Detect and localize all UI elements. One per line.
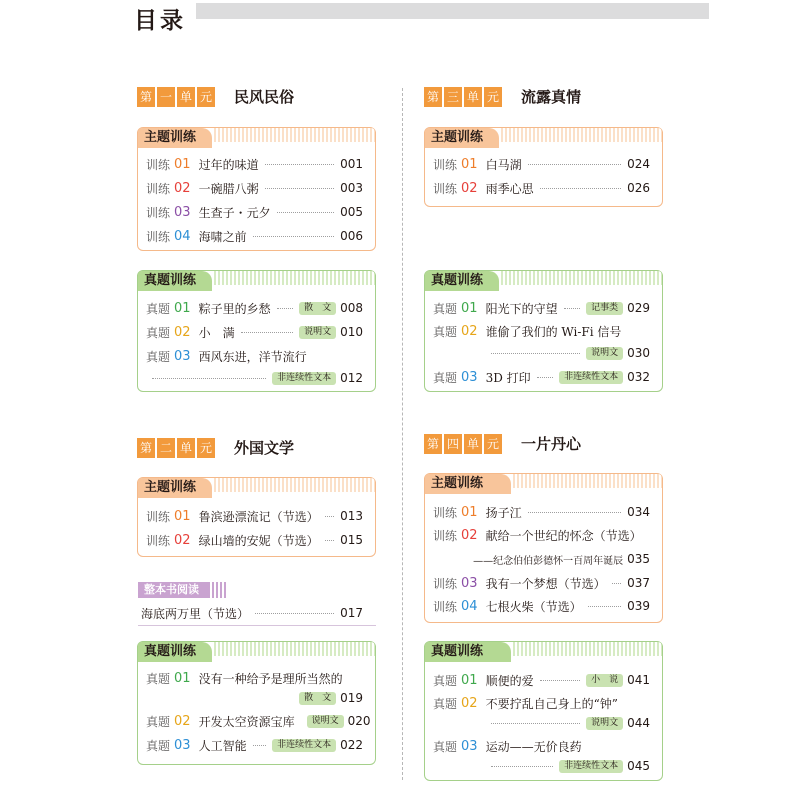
genre-badge: 说明文	[307, 715, 344, 728]
unit-char: 元	[484, 87, 502, 107]
item-title: 我有一个梦想（节选）	[485, 576, 606, 591]
item-label: 真题	[146, 301, 171, 316]
item-title: 不要拧乱自己身上的“钟”	[485, 696, 618, 711]
toc-item[interactable]	[146, 669, 363, 687]
toc-item[interactable]	[146, 203, 363, 221]
u3-theme-box	[424, 127, 663, 207]
toc-item[interactable]	[433, 574, 650, 592]
item-subtitle: ——纪念伯伯彭德怀一百周年诞辰	[473, 555, 624, 567]
item-number: 01	[174, 508, 191, 524]
section-tab: 真题训练	[425, 271, 499, 291]
item-label: 训练	[433, 599, 458, 614]
unit-1-heading	[137, 86, 294, 107]
item-label: 真题	[146, 671, 171, 686]
unit-name: 外国文学	[234, 439, 295, 457]
tab-stripe	[208, 582, 226, 598]
item-page: 022	[340, 738, 363, 752]
item-label: 训练	[146, 181, 171, 196]
unit-char: 元	[197, 87, 215, 107]
item-title: 过年的味道	[198, 157, 259, 172]
item-title: 谁偷了我们的 Wi-Fi 信号	[485, 324, 622, 339]
item-label: 训练	[433, 576, 458, 591]
leader-dots	[491, 353, 580, 354]
item-number: 01	[174, 156, 191, 172]
item-title: 小 满	[198, 325, 235, 340]
toc-item[interactable]	[146, 736, 363, 754]
item-label: 训练	[433, 157, 458, 172]
item-number: 01	[174, 670, 191, 686]
item-title: 3D 打印	[485, 370, 531, 385]
item-number: 02	[174, 713, 191, 729]
item-number: 03	[461, 738, 478, 754]
column-divider	[402, 88, 403, 780]
tab-stripe	[501, 271, 662, 285]
toc-item[interactable]	[433, 597, 650, 615]
item-number: 04	[461, 598, 478, 614]
item-label: 真题	[433, 739, 458, 754]
item-title: 生查子・元夕	[198, 205, 271, 220]
item-title: 一碗腊八粥	[198, 181, 259, 196]
item-title: 西风东进，洋节流行	[198, 349, 307, 364]
leader-dots	[491, 723, 580, 724]
item-number: 02	[174, 324, 191, 340]
leader-dots	[277, 212, 335, 213]
whole-book-tab: 整本书阅读	[138, 582, 208, 598]
toc-item[interactable]	[433, 322, 650, 340]
toc-item[interactable]	[433, 155, 650, 173]
leader-dots	[265, 164, 335, 165]
toc-item[interactable]	[146, 299, 363, 317]
unit-char: 第	[137, 438, 155, 458]
item-label: 训练	[146, 229, 171, 244]
leader-dots	[564, 308, 581, 309]
toc-item[interactable]	[146, 531, 363, 549]
leader-dots	[241, 332, 294, 333]
title-bar	[196, 3, 709, 19]
genre-badge: 非连续性文本	[272, 739, 336, 752]
item-number: 01	[461, 156, 478, 172]
toc-item[interactable]	[146, 712, 371, 730]
item-page: 044	[627, 716, 650, 730]
genre-badge: 说明文	[586, 717, 623, 730]
leader-dots	[253, 236, 335, 237]
unit-name: 民风民俗	[234, 88, 295, 106]
item-label: 真题	[433, 324, 458, 339]
item-title: 顺便的爱	[485, 673, 534, 688]
toc-item-continuation[interactable]	[485, 757, 650, 775]
section-tab: 真题训练	[138, 271, 212, 291]
unit-name: 一片丹心	[521, 435, 582, 453]
item-label: 训练	[146, 509, 171, 524]
toc-item-continuation[interactable]	[485, 344, 650, 362]
item-number: 02	[174, 532, 191, 548]
item-number: 01	[461, 300, 478, 316]
section-tab: 主题训练	[138, 128, 212, 148]
leader-dots	[540, 680, 581, 681]
item-title: 扬子江	[485, 505, 522, 520]
toc-item-continuation[interactable]	[433, 550, 650, 568]
item-page: 029	[627, 301, 650, 315]
leader-dots	[537, 377, 553, 378]
item-page: 020	[347, 714, 371, 728]
item-number: 03	[174, 204, 191, 220]
item-number: 03	[461, 369, 478, 385]
item-title: 粽子里的乡愁	[198, 301, 271, 316]
item-label: 真题	[433, 301, 458, 316]
leader-dots	[277, 308, 294, 309]
item-page: 026	[627, 181, 650, 195]
item-page: 010	[340, 325, 363, 339]
unit-3-heading	[424, 86, 581, 107]
item-number: 02	[461, 180, 478, 196]
item-page: 034	[627, 505, 650, 519]
item-title: 绿山墙的安妮（节选）	[198, 533, 319, 548]
item-page: 039	[627, 599, 650, 613]
unit-char: 单	[177, 87, 195, 107]
u3-real-box	[424, 270, 663, 392]
unit-char: 四	[444, 434, 462, 454]
tab-stripe	[214, 642, 375, 656]
toc-item[interactable]	[433, 179, 650, 197]
toc-item[interactable]	[146, 155, 363, 173]
leader-dots	[612, 583, 622, 584]
item-page: 037	[627, 576, 650, 590]
item-label: 训练	[433, 528, 458, 543]
item-page: 006	[340, 229, 363, 243]
toc-item[interactable]	[146, 507, 363, 525]
u4-theme-box	[424, 473, 663, 623]
unit-char: 二	[157, 438, 175, 458]
item-label: 真题	[433, 673, 458, 688]
item-number: 02	[174, 180, 191, 196]
item-number: 04	[174, 228, 191, 244]
item-label: 训练	[433, 505, 458, 520]
unit-4-heading	[424, 433, 581, 454]
item-label: 真题	[146, 714, 171, 729]
u1-real-box	[137, 270, 376, 392]
item-title: 七根火柴（节选）	[485, 599, 582, 614]
item-number: 02	[461, 323, 478, 339]
item-page: 035	[627, 552, 650, 566]
item-page: 005	[340, 205, 363, 219]
item-title: 白马湖	[485, 157, 522, 172]
toc-item-continuation[interactable]	[146, 689, 363, 707]
item-title: 没有一种给予是理所当然的	[198, 671, 343, 686]
item-label: 真题	[146, 325, 171, 340]
item-title: 运动——无价良药	[485, 739, 582, 754]
u2-theme-box	[137, 477, 376, 557]
item-number: 03	[461, 575, 478, 591]
item-title: 海底两万里（节选）	[141, 606, 250, 621]
genre-badge: 说明文	[586, 347, 623, 360]
leader-dots	[588, 606, 622, 607]
leader-dots	[325, 540, 335, 541]
item-number: 03	[174, 348, 191, 364]
item-number: 01	[461, 672, 478, 688]
unit-char: 第	[424, 87, 442, 107]
leader-dots	[265, 188, 335, 189]
item-label: 真题	[433, 370, 458, 385]
toc-item[interactable]	[433, 503, 650, 521]
item-number: 01	[461, 504, 478, 520]
unit-2-heading	[137, 437, 294, 458]
leader-dots	[491, 766, 553, 767]
tab-stripe	[214, 271, 375, 285]
item-title: 雨季心思	[485, 181, 534, 196]
item-label: 训练	[146, 205, 171, 220]
item-label: 训练	[146, 533, 171, 548]
leader-dots	[528, 512, 622, 513]
genre-badge: 非连续性文本	[559, 760, 623, 773]
item-label: 真题	[433, 696, 458, 711]
genre-badge: 非连续性文本	[559, 371, 623, 384]
item-label: 训练	[433, 181, 458, 196]
toc-item[interactable]	[433, 368, 650, 386]
section-tab: 主题训练	[138, 478, 212, 498]
genre-badge: 小 说	[586, 674, 623, 687]
genre-badge: 记事类	[586, 302, 623, 315]
item-page: 024	[627, 157, 650, 171]
tab-stripe	[513, 642, 662, 656]
leader-dots	[253, 745, 267, 746]
toc-item[interactable]	[433, 694, 650, 712]
item-number: 03	[174, 737, 191, 753]
leader-dots	[152, 378, 266, 379]
unit-char: 第	[137, 87, 155, 107]
item-page: 041	[627, 673, 650, 687]
leader-dots	[255, 613, 334, 614]
item-page: 013	[340, 509, 363, 523]
unit-char: 单	[464, 434, 482, 454]
leader-dots	[325, 516, 335, 517]
toc-item[interactable]	[146, 323, 363, 341]
unit-char: 元	[197, 438, 215, 458]
u2-real-box	[137, 641, 376, 765]
item-number: 01	[174, 300, 191, 316]
tab-stripe	[214, 478, 375, 492]
genre-badge: 散 文	[299, 302, 336, 315]
item-page: 017	[340, 606, 363, 620]
unit-char: 第	[424, 434, 442, 454]
item-label: 真题	[146, 738, 171, 753]
item-page: 019	[340, 691, 363, 705]
whole-book-underline	[138, 625, 376, 626]
u1-theme-box	[137, 127, 376, 251]
toc-item[interactable]	[433, 737, 650, 755]
item-title: 人工智能	[198, 738, 247, 753]
item-label: 真题	[146, 349, 171, 364]
unit-char: 元	[484, 434, 502, 454]
tab-stripe	[501, 128, 662, 142]
genre-badge: 非连续性文本	[272, 372, 336, 385]
section-tab: 真题训练	[138, 642, 212, 662]
unit-char: 单	[464, 87, 482, 107]
item-title: 献给一个世纪的怀念（节选）	[485, 528, 642, 543]
u4-real-box	[424, 641, 663, 781]
item-page: 015	[340, 533, 363, 547]
item-label: 训练	[146, 157, 171, 172]
toc-item[interactable]	[146, 347, 363, 365]
page-title: 目录	[134, 8, 186, 34]
unit-char: 三	[444, 87, 462, 107]
toc-item[interactable]	[433, 671, 650, 689]
unit-char: 一	[157, 87, 175, 107]
item-title: 阳光下的守望	[485, 301, 558, 316]
item-page: 032	[627, 370, 650, 384]
section-tab: 真题训练	[425, 642, 511, 662]
toc-item[interactable]	[141, 604, 363, 622]
tab-stripe	[513, 474, 662, 488]
section-tab: 主题训练	[425, 128, 499, 148]
genre-badge: 说明文	[299, 326, 336, 339]
toc-item[interactable]	[146, 227, 363, 245]
toc-item[interactable]	[146, 179, 363, 197]
toc-item-continuation[interactable]	[485, 714, 650, 732]
genre-badge: 散 文	[299, 692, 336, 705]
item-title: 开发太空资源宝库	[198, 714, 295, 729]
item-page: 030	[627, 346, 650, 360]
item-page: 008	[340, 301, 363, 315]
item-page: 001	[340, 157, 363, 171]
item-title: 鲁滨逊漂流记（节选）	[198, 509, 319, 524]
item-page: 012	[340, 371, 363, 385]
leader-dots	[540, 188, 622, 189]
section-tab: 主题训练	[425, 474, 511, 494]
toc-item[interactable]	[433, 299, 650, 317]
item-page: 045	[627, 759, 650, 773]
item-page: 003	[340, 181, 363, 195]
unit-name: 流露真情	[521, 88, 582, 106]
item-number: 02	[461, 695, 478, 711]
tab-stripe	[214, 128, 375, 142]
item-title: 海啸之前	[198, 229, 247, 244]
toc-item-continuation[interactable]	[146, 369, 363, 387]
leader-dots	[528, 164, 622, 165]
unit-char: 单	[177, 438, 195, 458]
toc-item[interactable]	[433, 526, 650, 544]
item-number: 02	[461, 527, 478, 543]
